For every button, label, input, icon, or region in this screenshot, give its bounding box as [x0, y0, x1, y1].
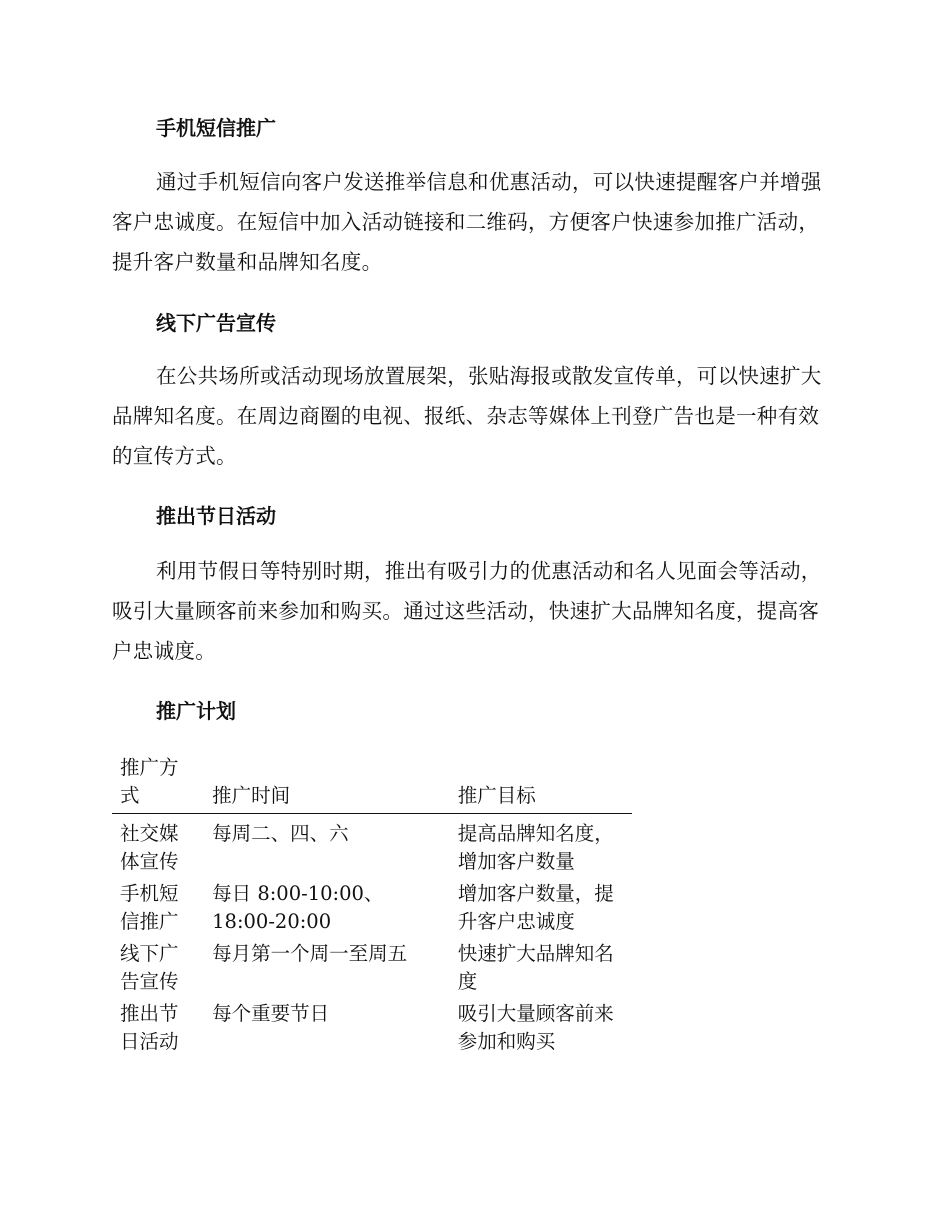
- plan-table: [112, 752, 632, 1058]
- cell-time: 每个重要节日: [212, 1002, 330, 1025]
- column-header-method: 推广方式: [112, 752, 204, 814]
- cell-method: 手机短信推广: [120, 882, 179, 933]
- table-row: [112, 878, 632, 938]
- section-paragraph-holiday: 利用节假日等特别时期，推出有吸引力的优惠活动和名人见面会等活动，吸引大量顾客前来参加和购买。通过这些活动，快速扩大品牌知名度，提高客户忠诚度。: [112, 559, 822, 663]
- section-heading-offline-ads: 线下广告宣传: [156, 311, 276, 335]
- column-header-time: 推广时间: [204, 752, 450, 814]
- section-paragraph-offline-ads: 在公共场所或活动现场放置展架，张贴海报或散发宣传单，可以快速扩大品牌知名度。在周边商圈的电视、报纸、杂志等媒体上刊登广告也是一种有效的宣传方式。: [112, 364, 822, 468]
- cell-method: 线下广告宣传: [120, 942, 179, 993]
- cell-time: 每日 8:00-10:00、18:00-20:00: [212, 882, 384, 933]
- plan-heading: 推广计划: [156, 699, 236, 723]
- table-row: [112, 998, 632, 1058]
- cell-goal: 快速扩大品牌知名度: [457, 942, 614, 993]
- cell-method: 社交媒体宣传: [120, 822, 179, 873]
- section-heading-sms: 手机短信推广: [156, 116, 276, 140]
- cell-time: 每月第一个周一至周五: [212, 942, 408, 965]
- cell-goal: 提高品牌知名度，增加客户数量: [457, 822, 614, 873]
- section-heading-holiday: 推出节日活动: [156, 504, 276, 528]
- cell-goal: 增加客户数量，提升客户忠诚度: [457, 882, 614, 933]
- section-paragraph-sms: 通过手机短信向客户发送推举信息和优惠活动，可以快速提醒客户并增强客户忠诚度。在短信中加入活动链接和二维码，方便客户快速参加推广活动，提升客户数量和品牌知名度。: [112, 170, 822, 274]
- cell-method: 推出节日活动: [120, 1002, 179, 1053]
- cell-time: 每周二、四、六: [212, 822, 349, 845]
- column-header-goal: 推广目标: [450, 752, 632, 814]
- table-row: [112, 814, 632, 879]
- table-row: [112, 938, 632, 998]
- table-header-row: [112, 752, 632, 814]
- cell-goal: 吸引大量顾客前来参加和购买: [457, 1002, 614, 1053]
